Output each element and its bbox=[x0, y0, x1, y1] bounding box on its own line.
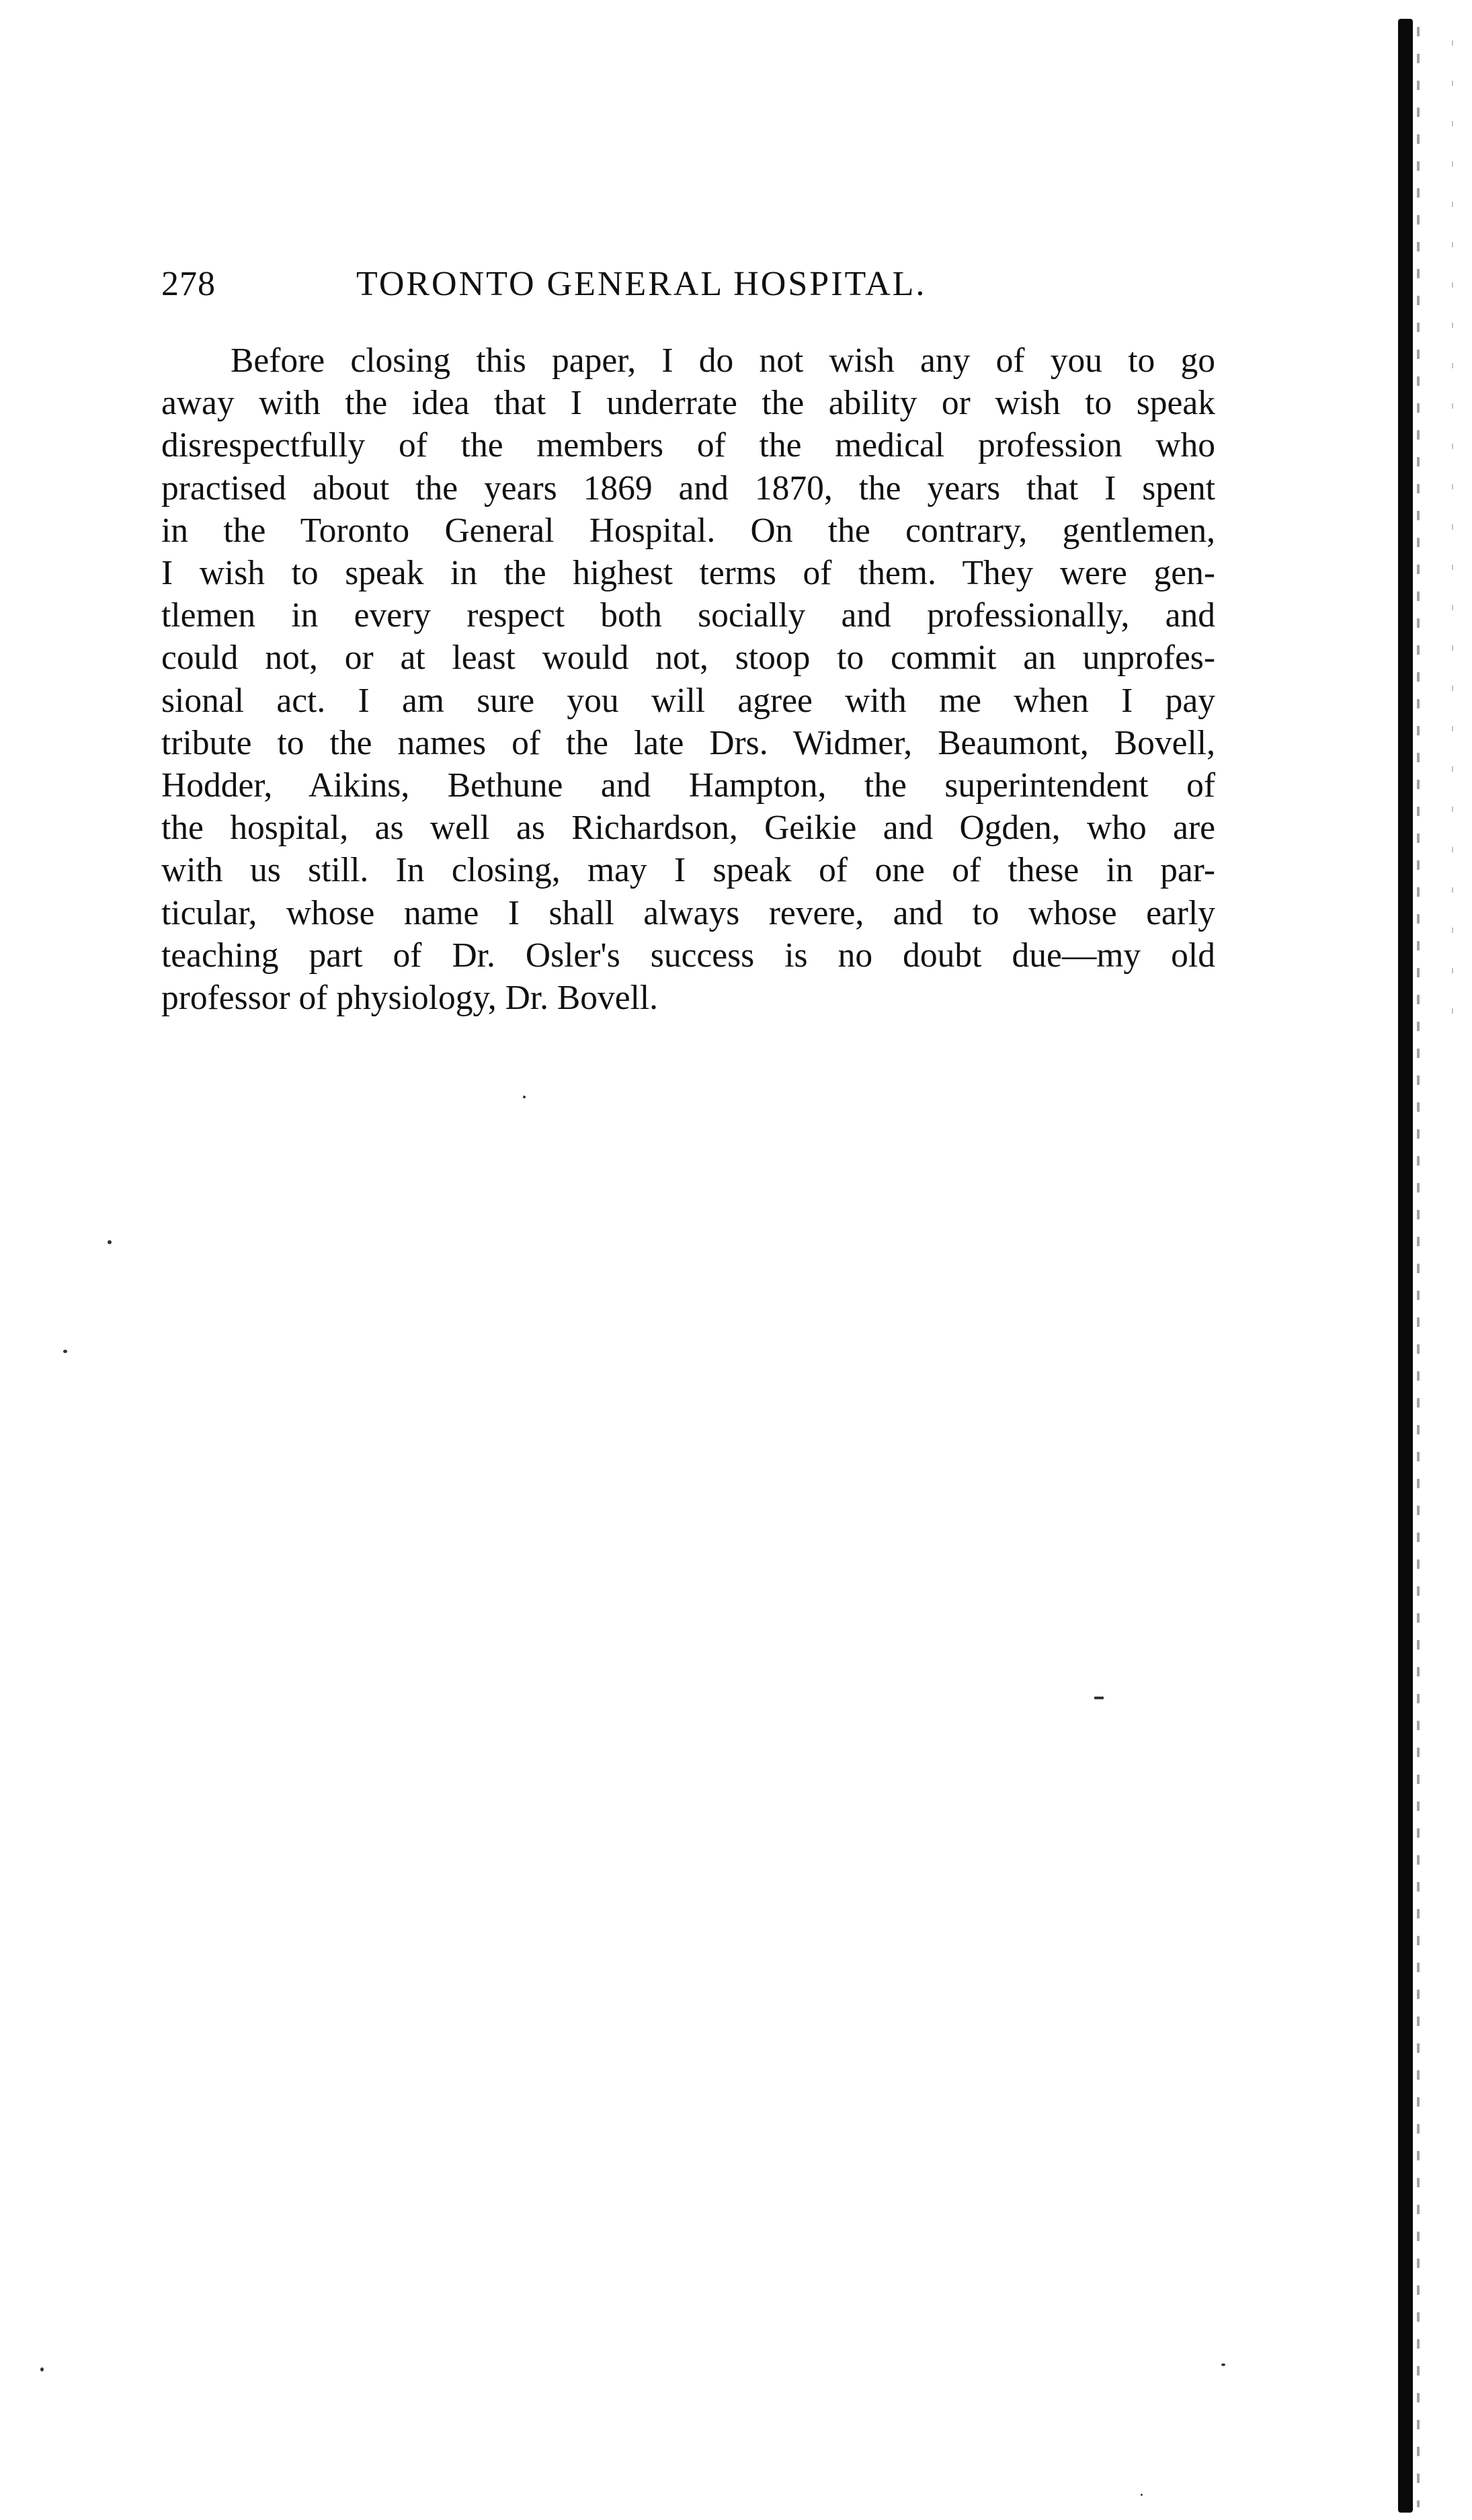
text-line: the hospital, as well as Richardson, Geikie and Ogden, who are bbox=[161, 809, 1215, 848]
text-line: away with the idea that I underrate the ability or wish to speak bbox=[161, 384, 1215, 423]
scan-speck bbox=[1094, 1697, 1104, 1699]
text-line: practised about the years 1869 and 1870, the years that I spent bbox=[161, 469, 1215, 507]
scan-speck bbox=[1141, 2494, 1143, 2496]
scan-speck bbox=[523, 1096, 526, 1098]
text-line: tribute to the names of the late Drs. Widmer, Beaumont, Bovell, bbox=[161, 723, 1215, 762]
text-line: teaching part of Dr. Osler's success is no doubt due—my old bbox=[161, 936, 1215, 975]
running-head: TORONTO GENERAL HOSPITAL. bbox=[356, 265, 927, 303]
page-header bbox=[161, 264, 1049, 311]
text-line: with us still. In closing, may I speak of one of these in par- bbox=[161, 851, 1215, 890]
body-paragraph bbox=[161, 339, 1215, 1019]
text-line: Before closing this paper, I do not wish any of you to go bbox=[231, 341, 1215, 380]
scan-speck bbox=[1221, 2363, 1225, 2366]
text-line: in the Toronto General Hospital. On the contrary, gentlemen, bbox=[161, 511, 1215, 550]
scan-speck bbox=[40, 2367, 44, 2371]
binding-shadow bbox=[1417, 27, 1420, 2507]
text-line: Hodder, Aikins, Bethune and Hampton, the superintendent of bbox=[161, 766, 1215, 805]
scan-speck bbox=[63, 1350, 67, 1353]
text-line: professor of physiology, Dr. Bovell. bbox=[161, 979, 659, 1018]
scan-speck bbox=[108, 1240, 112, 1244]
text-line: ticular, whose name I shall always revere, and to whose early bbox=[161, 893, 1215, 932]
text-line: sional act. I am sure you will agree with me when I pay bbox=[161, 681, 1215, 720]
text-line: tlemen in every respect both socially and professionally, and bbox=[161, 596, 1215, 635]
text-line: could not, or at least would not, stoop to commit an unprofes- bbox=[161, 639, 1215, 678]
binding-edge bbox=[1398, 19, 1413, 2513]
page-number: 278 bbox=[161, 265, 216, 303]
binding-edge-thin bbox=[1452, 40, 1453, 1049]
text-line: disrespectfully of the members of the medical profession who bbox=[161, 426, 1215, 465]
text-line: I wish to speak in the highest terms of them. They were gen- bbox=[161, 554, 1215, 593]
